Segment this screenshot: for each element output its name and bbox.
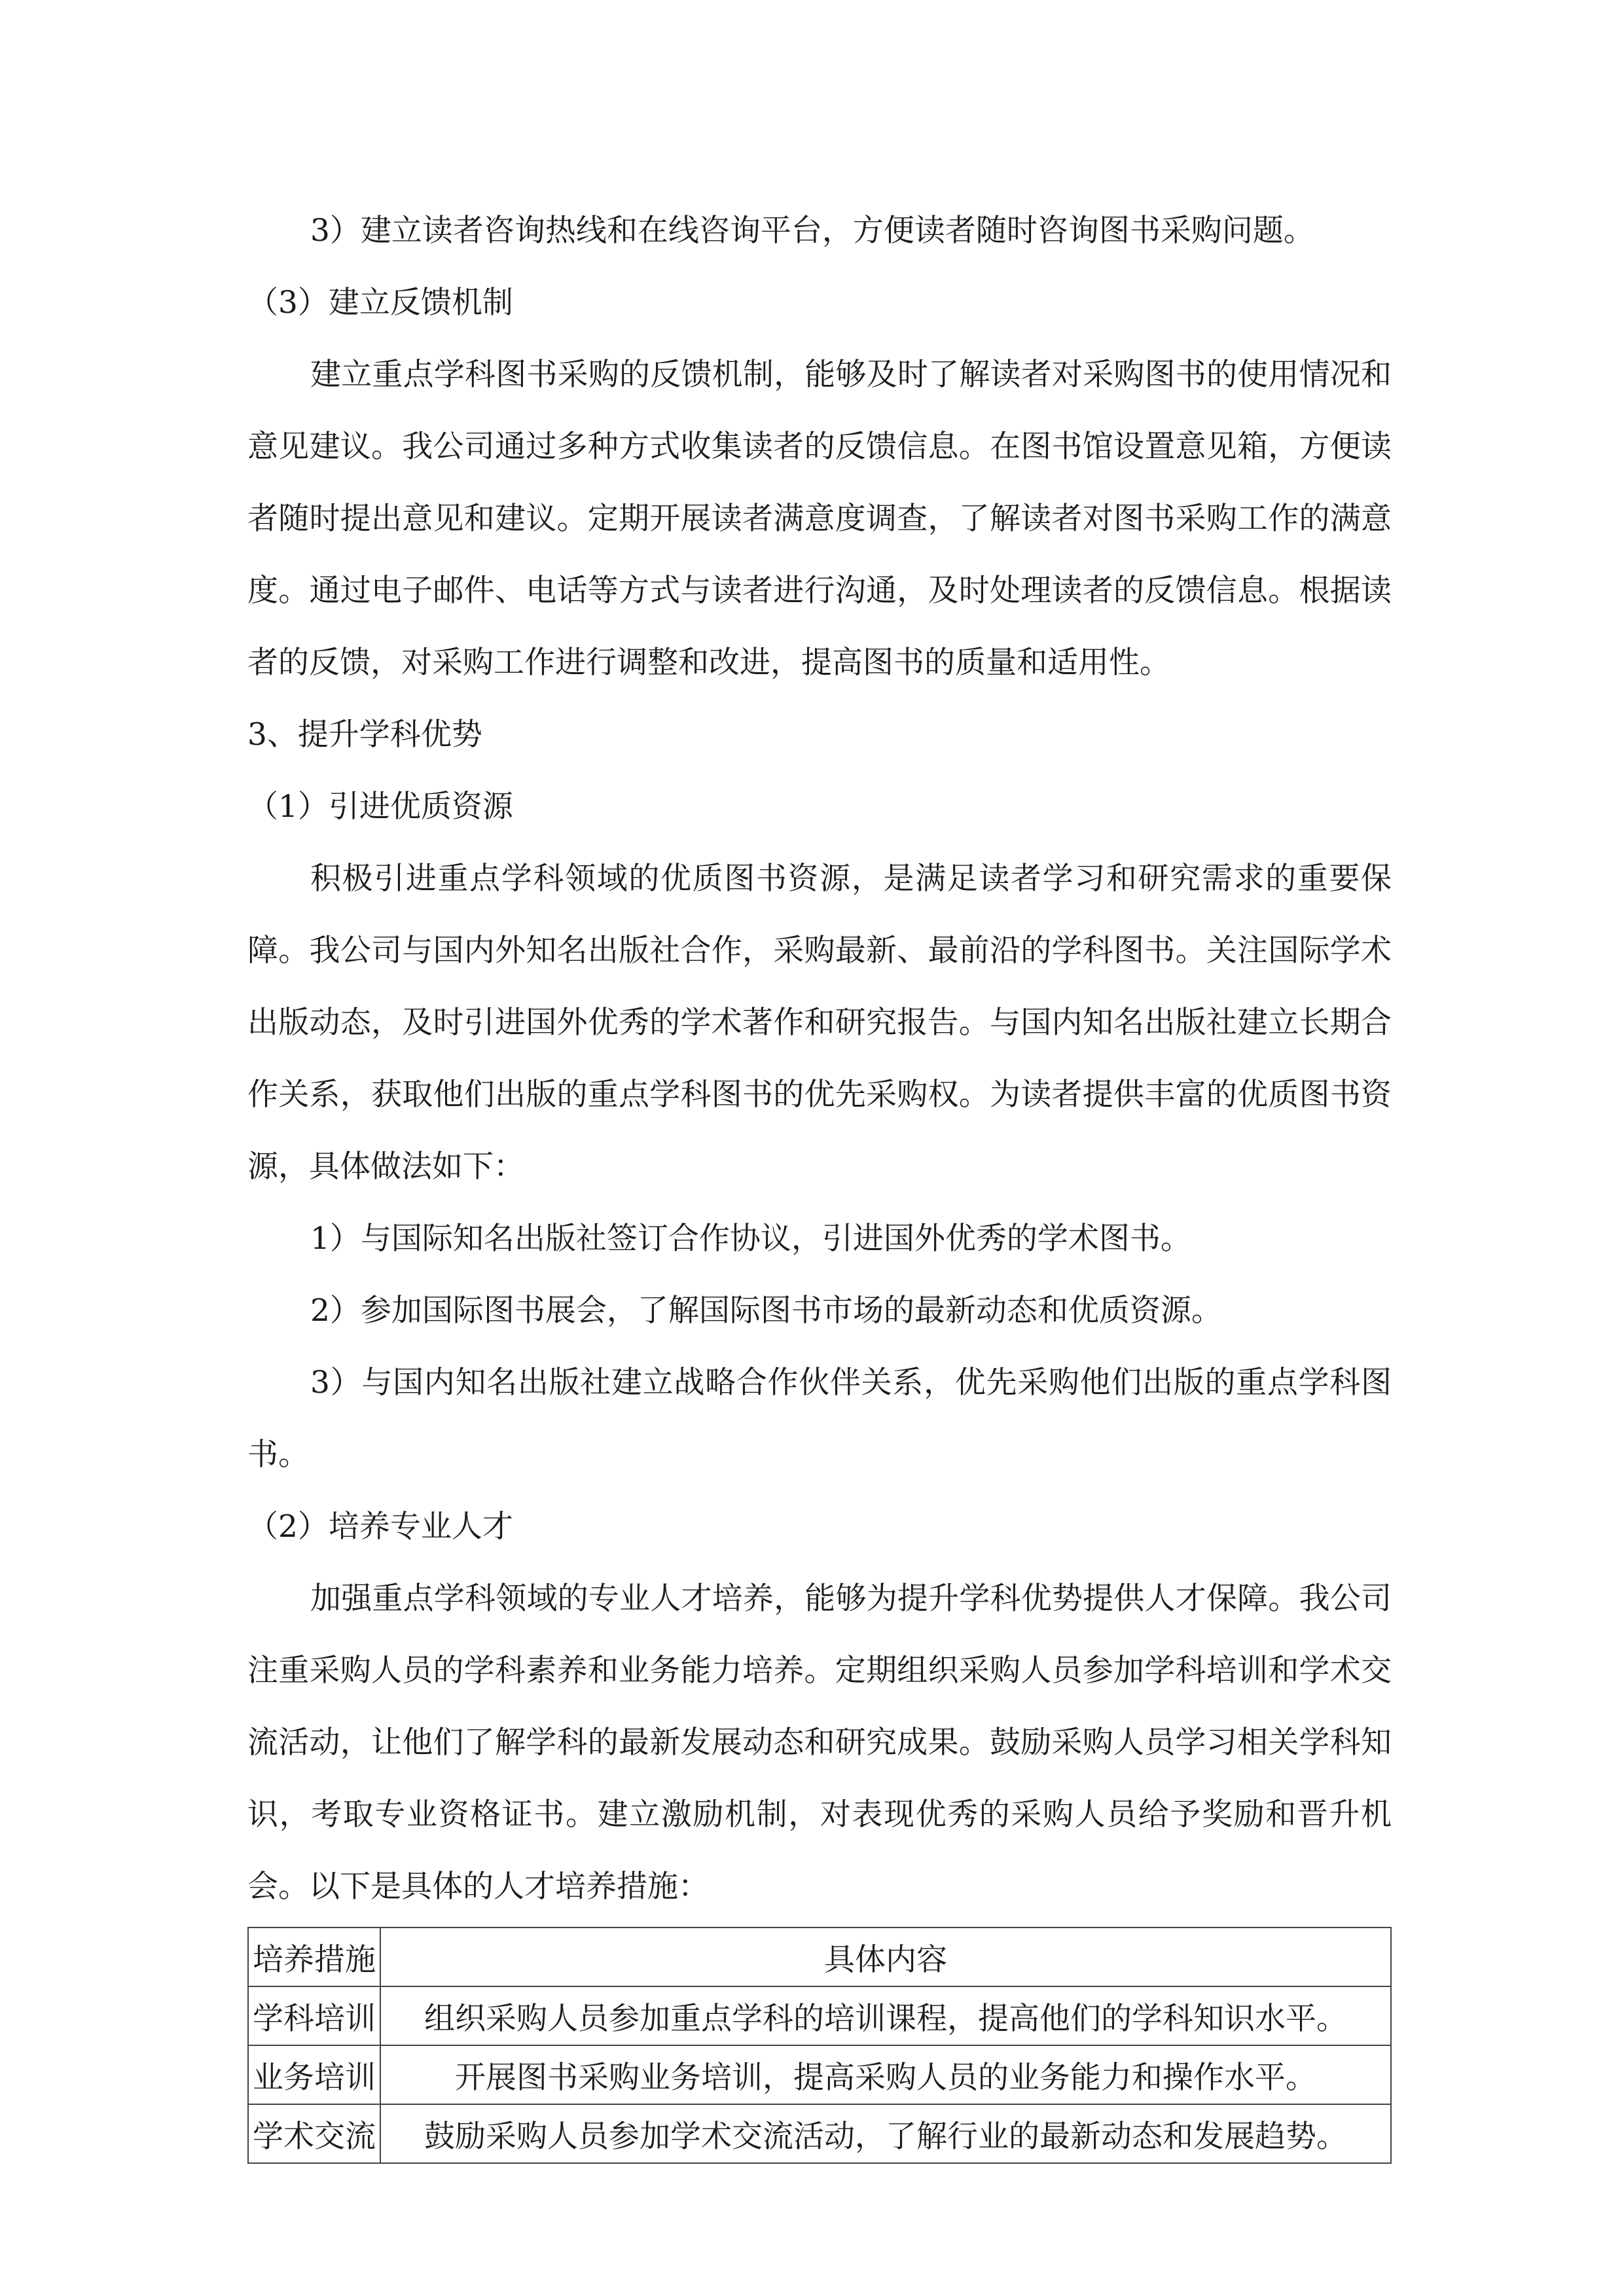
table-cell: 组织采购人员参加重点学科的培训课程，提高他们的学科知识水平。 — [380, 1986, 1391, 2045]
table-cell: 学术交流 — [248, 2104, 380, 2163]
paragraph-consult-hotline: 3）建立读者咨询热线和在线咨询平台，方便读者随时咨询图书采购问题。 — [310, 213, 1314, 249]
table-header-cell: 具体内容 — [380, 1928, 1391, 1986]
training-measures-table — [247, 1927, 1392, 2164]
document-page — [247, 195, 1392, 2164]
table-cell: 鼓励采购人员参加学术交流活动，了解行业的最新动态和发展趋势。 — [380, 2104, 1391, 2163]
table-cell: 开展图书采购业务培训，提高采购人员的业务能力和操作水平。 — [380, 2045, 1391, 2104]
list-item-1: 1）与国际知名出版社签订合作协议，引进国外优秀的学术图书。 — [310, 1221, 1191, 1257]
heading-quality-resources: （1）引进优质资源 — [247, 789, 513, 825]
list-item-2: 2）参加国际图书展会，了解国际图书市场的最新动态和优质资源。 — [310, 1293, 1222, 1329]
table-cell: 业务培训 — [248, 2045, 380, 2104]
table-row — [248, 2104, 1391, 2163]
heading-talent-training: （2）培养专业人才 — [247, 1509, 513, 1545]
heading-subject-advantage: 3、提升学科优势 — [247, 717, 482, 753]
paragraph-talent-training: 加强重点学科领域的专业人才培养，能够为提升学科优势提供人才保障。我公司注重采购人员的学科素养和业务能力培养。定期组织采购人员参加学科培训和学术交流活动，让他们了解学科的最新发展动态和研究成果。鼓励采购人员学习相关学科知识，考取专业资格证书。建立激励机制，对表现优秀的采购人员给予奖励和晋升机会。以下是具体的人才培养措施： — [247, 1581, 1392, 1905]
table-row — [248, 2045, 1391, 2104]
paragraph-feedback: 建立重点学科图书采购的反馈机制，能够及时了解读者对采购图书的使用情况和意见建议。我公司通过多种方式收集读者的反馈信息。在图书馆设置意见箱，方便读者随时提出意见和建议。定期开展读者满意度调查，了解读者对图书采购工作的满意度。通过电子邮件、电话等方式与读者进行沟通，及时处理读者的反馈信息。根据读者的反馈，对采购工作进行调整和改进，提高图书的质量和适用性。 — [247, 357, 1392, 681]
paragraph-quality-resources: 积极引进重点学科领域的优质图书资源，是满足读者学习和研究需求的重要保障。我公司与国内外知名出版社合作，采购最新、最前沿的学科图书。关注国际学术出版动态，及时引进国外优秀的学术著作和研究报告。与国内知名出版社建立长期合作关系，获取他们出版的重点学科图书的优先采购权。为读者提供丰富的优质图书资源，具体做法如下： — [247, 861, 1392, 1185]
heading-feedback-mechanism: （3）建立反馈机制 — [247, 285, 513, 321]
table-header-row — [248, 1928, 1391, 1986]
table-header-cell: 培养措施 — [248, 1928, 380, 1986]
table-row — [248, 1986, 1391, 2045]
table-cell: 学科培训 — [248, 1986, 380, 2045]
list-item-3: 3）与国内知名出版社建立战略合作伙伴关系，优先采购他们出版的重点学科图书。 — [247, 1365, 1392, 1473]
